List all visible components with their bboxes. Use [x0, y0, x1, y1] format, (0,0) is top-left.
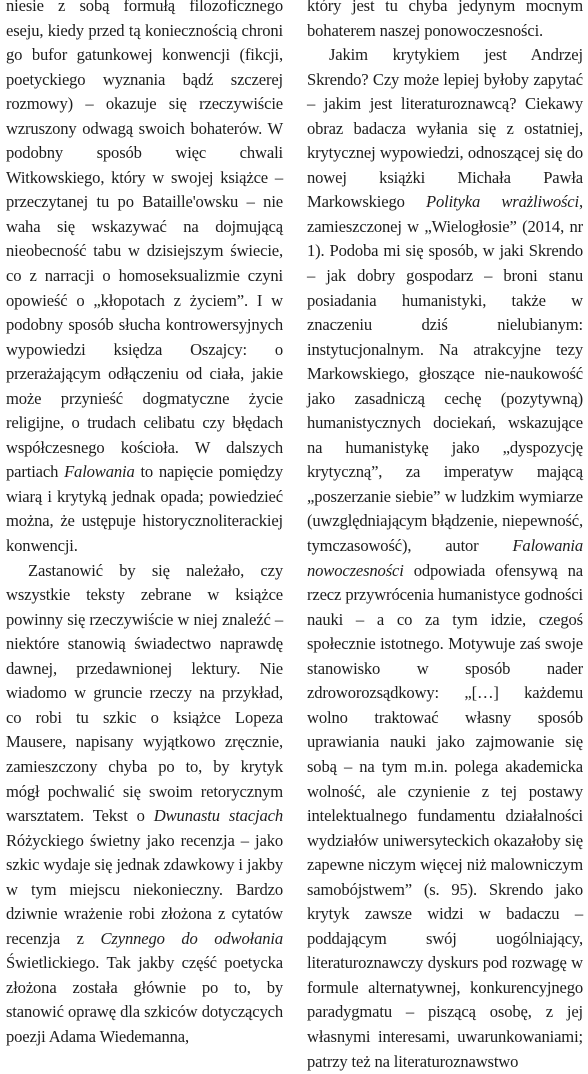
text-run: , zamieszczonej w „Wielogłosie” (2014, nr 1). Podoba mi się sposób, w jaki Skrendo – jak dobry gospodarz – broni stanu posiadania humanistyki, także w znaczeniu dziś nielubianym: instytucjonalnym. Na atrakcyjne tezy Markowskiego, głoszące nie-naukowość jako zasadniczą cechę (pozytywną) humanistycznych dociekań, wskazujące na humanistykę jako „dyspozycję krytyczną”, za imperatyw mającą „poszerzanie siebie” w ludzkim wymiarze (uwzględniającym błądzenie, niepewność, tymczasowość), autor [307, 192, 583, 556]
italic-title: Falowania nowoczesności [307, 536, 583, 580]
italic-title: Czynnego do odwołania [100, 928, 283, 948]
left-text-column [6, 0, 283, 1050]
italic-title: Polityka wrażliwości [426, 192, 579, 212]
text-run: niesie z sobą formułą filozoficznego eseju, kiedy przed tą koniecznością chroni go bufor gatunkowej konwencji (fikcji, poetyckiego wyznania bądź szczerej rozmowy) – okazuje się rzeczywiście wzruszony odwagą swoich bohaterów. W podobny sposób więc chwali Witkowskiego, który w swojej książce – przeczytanej tu po Bataille'owsku – nie waha się wskazywać na dojmującą nieobecność tabu w dzisiejszym świecie, co z narracji o homoseksualizmie czyni opowieść o „kłopotach z życiem”. I w podobny sposób słucha kontrowersyjnych wypowiedzi księdza Oszajcy: o przerażającym odłączeniu od ciała, jakie może przynieść dogmatyczne życie religijne, o trudach celibatu czy błędach współczesnego kościoła. W dalszych partiach [6, 0, 283, 482]
text-run: Jakim krytykiem jest Andrzej Skrendo? Czy może lepiej byłoby zapytać – jakim jest literaturoznawcą? Ciekawy obraz badacza wyłania się z ostatniej, krytycznej wypowiedzi, odnoszącej się do nowej książki Michała Pawła Markowskiego [307, 45, 583, 212]
italic-title: Falowania [64, 462, 135, 482]
text-run: Różyckiego świetny jako recenzja – jako szkic wydaje się jednak zdawkowy i jakby w tym miejscu niekonieczny. Bardzo dziwnie wrażenie robi złożona z cytatów recenzja z [6, 830, 283, 948]
text-run: odpowiada ofensywą na rzecz przywrócenia humanistyce godności nauki – a co za tym idzie, czegoś społecznie istotnego. Motywuje zaś swoje stanowisko w sposób nader zdroworozsądkowy: „[…] każdemu wolno traktować własny sposób uprawiania nauki jako zajmowanie się sobą – na tym m.in. polega akademicka wolność, ale czynienie z tej postawy intelektualnego fundamentu działalności wydziałów uniwersyteckich okazałoby się zapewne niczym więcej niż malowniczym samobójstwem” (s. 95). Skrendo jako krytyk zawsze widzi w badaczu – poddającym swój uogólniający, literaturoznawczy dyskurs pod rozwagę w formule alternatywnej, konkurencyjnego paradygmatu – piszącą osobę, z jej własnymi interesami, uwarunkowaniami; patrzy też na literaturoznawstwo [307, 560, 583, 1071]
text-run: Świetlickiego. Tak jakby część poetycka złożona została głównie po to, by stanowić oprawę dla szkiców dotyczących poezji Adama Wiedemanna, [6, 953, 283, 1046]
right-text-column [307, 0, 583, 1074]
paragraph [307, 43, 583, 1074]
paragraph [6, 0, 283, 559]
text-run: Zastanowić by się należało, czy wszystkie teksty zebrane w książce powinny się rzeczywiście w niej znaleźć – niektóre stanowią świadectwo naprawdę dawnej, przedawnionej lektury. Nie wiadomo w gruncie rzeczy na przykład, co robi tu szkic o książce Lopeza Mausere, napisany wyjątkowo zręcznie, zamieszczony chyba po to, by krytyk mógł pochwalić się swoim retorycznym warsztatem. Tekst o [6, 560, 283, 826]
paragraph [6, 559, 283, 1050]
text-run: który jest tu chyba jedynym mocnym bohaterem naszej ponowoczesności. [307, 0, 583, 40]
paragraph [307, 0, 583, 43]
text-run: to napięcie pomiędzy wiarą i krytyką jednak opada; powiedzieć można, że ustępuje historycznoliterackiej konwencji. [6, 462, 283, 556]
italic-title: Dwunastu stacjach [153, 806, 283, 826]
